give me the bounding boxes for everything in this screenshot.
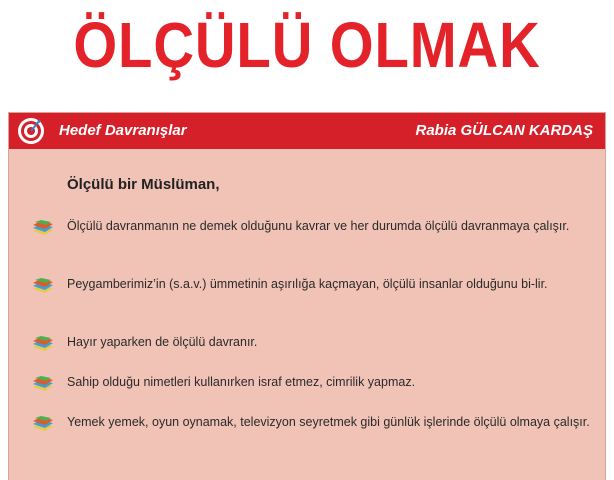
book-stack-icon — [31, 277, 55, 295]
list-item-text: Peygamberimiz’in (s.a.v.) ümmetinin aşırılığa kaçmayan, ölçülü insanlar olduğunu bi-lir. — [67, 277, 548, 291]
page-title: ÖLÇÜLÜ OLMAK — [73, 9, 541, 81]
book-stack-icon — [31, 415, 55, 433]
target-icon — [17, 117, 45, 145]
book-stack-icon — [31, 375, 55, 393]
list-item-text: Sahip olduğu nimetleri kullanırken israf etmez, cimrilik yapmaz. — [67, 375, 416, 389]
list-item-text: Hayır yaparken de ölçülü davranır. — [67, 335, 258, 349]
intro-text: Ölçülü bir Müslüman, — [67, 176, 220, 193]
list-item-text: Yemek yemek, oyun oynamak, televizyon seyretmek gibi günlük işlerinde ölçülü olmaya çalışır. — [67, 415, 590, 429]
book-stack-icon — [31, 219, 55, 237]
book-stack-icon — [31, 335, 55, 353]
header-left-label: Hedef Davranışlar — [59, 122, 187, 139]
header-author-label: Rabia GÜLCAN KARDAŞ — [415, 122, 593, 139]
list-item-text: Ölçülü davranmanın ne demek olduğunu kavrar ve her durumda ölçülü davranmaya çalışır. — [67, 219, 570, 233]
objectives-panel — [8, 112, 606, 480]
panel-header — [9, 113, 605, 149]
